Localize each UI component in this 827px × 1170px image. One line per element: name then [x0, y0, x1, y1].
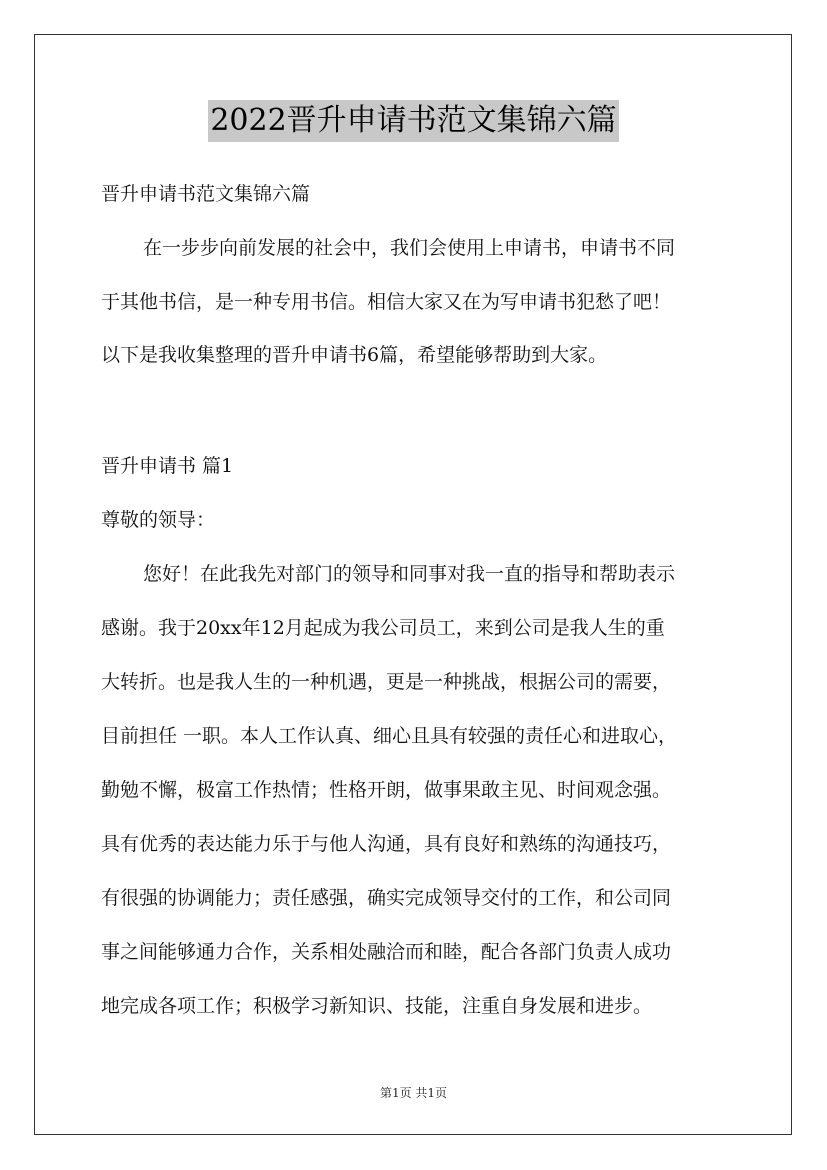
- intro-line-1: 在一步步向前发展的社会中，我们会使用上申请书，申请书不同: [143, 237, 676, 259]
- body-line-4: 目前担任 一职。本人工作认真、细心且具有较强的责任心和进取心，: [101, 725, 678, 747]
- subtitle: 晋升申请书范文集锦六篇: [101, 183, 311, 205]
- body-line-7: 有很强的协调能力；责任感强，确实完成领导交付的工作，和公司同: [101, 887, 672, 909]
- intro-line-3: 以下是我收集整理的晋升申请书6篇，希望能够帮助到大家。: [101, 344, 608, 366]
- body-line-1: 您好！在此我先对部门的领导和同事对我一直的指导和帮助表示: [143, 563, 676, 585]
- body-line-5: 勤勉不懈，极富工作热情；性格开朗，做事果敢主见、时间观念强。: [101, 779, 672, 801]
- body-line-3: 大转折。也是我人生的一种机遇，更是一种挑战，根据公司的需要，: [101, 671, 672, 693]
- page-footer: 第1页 共1页: [379, 1086, 448, 1100]
- body-line-2: 感谢。我于20xx年12月起成为我公司员工，来到公司是我人生的重: [101, 617, 665, 639]
- body-line-6: 具有优秀的表达能力乐于与他人沟通，具有良好和熟练的沟通技巧，: [101, 833, 672, 855]
- intro-line-2: 于其他书信，是一种专用书信。相信大家又在为写申请书犯愁了吧！: [101, 291, 672, 313]
- body-line-8: 事之间能够通力合作，关系相处融洽而和睦，配合各部门负责人成功: [101, 941, 672, 963]
- title-wrap: [0, 100, 827, 142]
- section-heading: 晋升申请书 篇1: [101, 455, 234, 477]
- salutation: 尊敬的领导：: [101, 509, 216, 531]
- body-line-9: 地完成各项工作；积极学习新知识、技能，注重自身发展和进步。: [101, 995, 653, 1017]
- document-title: 2022晋升申请书范文集锦六篇: [208, 100, 618, 142]
